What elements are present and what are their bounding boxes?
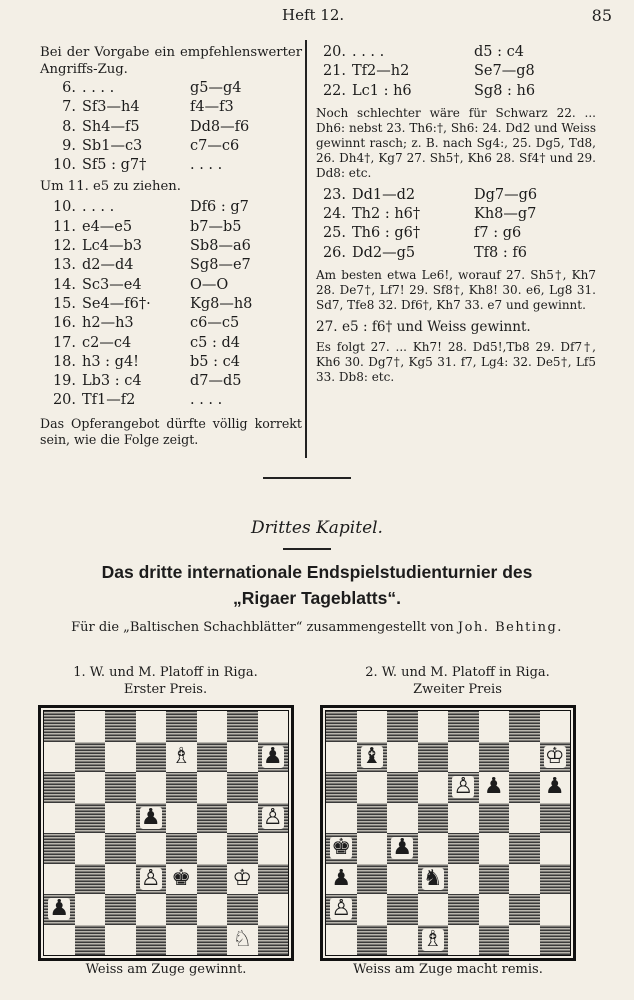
- move-number: 8.: [62, 118, 76, 135]
- black-move: Sg8—e7: [190, 257, 251, 274]
- board-square-a3: [44, 864, 75, 895]
- left-column: [40, 44, 302, 454]
- board-square-a7: [44, 742, 75, 773]
- board-square-a5: [44, 803, 75, 834]
- board-square-c7: [387, 742, 418, 773]
- move-list: [40, 199, 302, 411]
- white-move: Sf3—h4: [82, 99, 140, 116]
- move-row: [316, 225, 596, 244]
- board-square-e4: [448, 833, 479, 864]
- board-square-d4: [418, 833, 449, 864]
- board-square-h3: [540, 864, 571, 895]
- black-move: g5—g4: [190, 80, 242, 96]
- move-row: [40, 99, 302, 118]
- board-square-f6: [197, 772, 228, 803]
- problem-stipulation: Weiss am Zuge macht remis.: [353, 962, 543, 977]
- black-move: d5 : c4: [474, 44, 524, 60]
- board-square-d8: [418, 711, 449, 742]
- board-square-c5: [105, 803, 136, 834]
- board-square-e6: [166, 772, 197, 803]
- board-square-c6: [387, 772, 418, 803]
- board-square-f1: [197, 925, 228, 956]
- board-square-b2: [75, 894, 106, 925]
- move-row: [40, 119, 302, 138]
- move-number: 18.: [52, 353, 76, 370]
- board-square-a2: [326, 894, 357, 925]
- board-square-g6: [509, 772, 540, 803]
- move-number: 20.: [322, 44, 346, 60]
- intro-text: Bei der Vorgabe ein empfehlenswerter Angriffs-Zug.: [40, 45, 302, 77]
- board-square-e7: [166, 742, 197, 773]
- white-move: Sb1—c3: [82, 137, 143, 154]
- white-move: . . . .: [82, 199, 115, 216]
- black-move: b7—b5: [190, 218, 242, 235]
- page-header: [0, 6, 634, 28]
- board-square-e1: [448, 925, 479, 956]
- chess-piece: ♗: [422, 926, 443, 952]
- move-row: [40, 354, 302, 373]
- move-row: [40, 138, 302, 157]
- board-square-b6: [357, 772, 388, 803]
- board-square-b4: [75, 833, 106, 864]
- white-move: Dd2—g5: [352, 244, 416, 261]
- board-square-g3: [509, 864, 540, 895]
- board-square-e7: [448, 742, 479, 773]
- move-number: 20.: [52, 392, 76, 409]
- board-square-b1: [357, 925, 388, 956]
- chess-piece: ♟: [140, 804, 161, 830]
- board-square-h1: [258, 925, 289, 956]
- white-move: Lb3 : c4: [82, 373, 142, 390]
- black-move: Tf8 : f6: [474, 244, 527, 261]
- board-square-d4: [136, 833, 167, 864]
- board-square-d5: [136, 803, 167, 834]
- move-number: 14.: [52, 276, 76, 293]
- problem-caption: [310, 664, 605, 698]
- problem-caption: [28, 664, 303, 698]
- move-list: [40, 80, 302, 176]
- move-number: 21.: [322, 63, 346, 80]
- black-move: f7 : g6: [474, 225, 522, 242]
- chapter-heading: Drittes Kapitel.: [251, 518, 383, 538]
- board-square-c1: [105, 925, 136, 956]
- move-row: [40, 277, 302, 296]
- move-number: 7.: [62, 99, 76, 116]
- board-square-a1: [326, 925, 357, 956]
- white-move: c2—c4: [82, 334, 132, 351]
- board-square-c7: [105, 742, 136, 773]
- chess-piece: ♟: [262, 743, 283, 769]
- board-square-d2: [136, 894, 167, 925]
- move-row: [40, 238, 302, 257]
- black-move: Sb8—a6: [190, 238, 251, 255]
- board-square-b8: [357, 711, 388, 742]
- board-square-c4: [387, 833, 418, 864]
- board-square-a3: [326, 864, 357, 895]
- white-move: Se4—f6†·: [82, 295, 151, 312]
- move-row: [40, 296, 302, 315]
- black-move: f4—f3: [190, 99, 234, 116]
- move-row: [40, 80, 302, 99]
- board-square-d5: [418, 803, 449, 834]
- board-square-b2: [357, 894, 388, 925]
- board-square-d2: [418, 894, 449, 925]
- board-square-b6: [75, 772, 106, 803]
- board-square-b3: [357, 864, 388, 895]
- board-square-a6: [44, 772, 75, 803]
- move-row: [40, 392, 302, 411]
- board-square-g8: [509, 711, 540, 742]
- move-number: 26.: [322, 244, 346, 261]
- white-move: h3 : g4!: [82, 353, 140, 370]
- move-number: 22.: [322, 82, 346, 99]
- black-move: O—O: [190, 276, 229, 293]
- chess-piece: ♙: [262, 804, 283, 830]
- problem-prize: Erster Preis.: [123, 682, 208, 697]
- board-square-f4: [197, 833, 228, 864]
- board-square-b5: [357, 803, 388, 834]
- page-number: 85: [591, 6, 612, 25]
- move-row: [316, 206, 596, 225]
- chess-diagram-1: [38, 705, 294, 961]
- white-move: . . . .: [352, 44, 385, 60]
- subtitle-text: Für die „Baltischen Schachblätter“ zusammengestellt von: [71, 620, 454, 635]
- board-square-a4: [44, 833, 75, 864]
- board-square-f8: [479, 711, 510, 742]
- white-move: h2—h3: [82, 315, 134, 332]
- chess-piece: ♟: [49, 896, 70, 922]
- board-square-e8: [166, 711, 197, 742]
- move-row: [316, 83, 596, 102]
- move-number: 6.: [62, 80, 76, 96]
- section-title: Das dritte internationale Endspielstudienturnier des: [101, 562, 533, 582]
- board-square-h8: [540, 711, 571, 742]
- section-title-line2: „Rigaer Tageblatts“.: [233, 588, 401, 608]
- chess-piece: ♞: [422, 865, 443, 891]
- board-square-f5: [197, 803, 228, 834]
- chess-piece: ♟: [544, 774, 565, 800]
- board-square-e5: [448, 803, 479, 834]
- board-square-c2: [387, 894, 418, 925]
- board-square-b5: [75, 803, 106, 834]
- board-square-f2: [479, 894, 510, 925]
- board-square-a2: [44, 894, 75, 925]
- annotation-note: Noch schlechter wäre für Schwarz 22. ... Dh6: nebst 23. Th6:†, Sh6: 24. Dd2 und Weiss gewinnt rasch; z. B. nach Sg4:, 25. Dg5, Td8, 26. Dh4†, Kg7 27. Sh5†, Kh6 28. Sf4† und 29. Dd8: etc.: [316, 105, 596, 180]
- black-move: Kh8—g7: [474, 206, 537, 223]
- move-number: 15.: [52, 295, 76, 312]
- chess-piece: ♔: [232, 865, 253, 891]
- black-move: Se7—g8: [474, 63, 535, 80]
- board-square-d3: [418, 864, 449, 895]
- move-number: 24.: [322, 206, 346, 223]
- move-row: [40, 315, 302, 334]
- board-square-d1: [418, 925, 449, 956]
- chess-piece: ♙: [331, 896, 352, 922]
- chess-piece: ♝: [361, 743, 382, 769]
- white-move: Tf1—f2: [82, 392, 136, 409]
- move-list: [316, 44, 596, 102]
- board-square-g7: [227, 742, 258, 773]
- board-square-c3: [387, 864, 418, 895]
- chess-piece: ♙: [453, 774, 474, 800]
- board-square-h1: [540, 925, 571, 956]
- move-row: [316, 187, 596, 206]
- board-square-d3: [136, 864, 167, 895]
- board-square-g1: [509, 925, 540, 956]
- chess-piece: ♟: [392, 835, 413, 861]
- board-square-f8: [197, 711, 228, 742]
- chess-piece: ♘: [232, 926, 253, 952]
- black-move: Df6 : g7: [190, 199, 249, 216]
- chess-piece: ♔: [544, 743, 565, 769]
- chess-piece: ♚: [331, 835, 352, 861]
- heading-rule: [283, 548, 331, 550]
- move-number: 9.: [62, 137, 76, 154]
- white-move: d2—d4: [82, 257, 134, 274]
- section-subtitle: [0, 620, 634, 635]
- board-square-a8: [44, 711, 75, 742]
- white-move: Th6 : g6†: [352, 225, 421, 242]
- board-square-d6: [418, 772, 449, 803]
- black-move: . . . .: [190, 392, 223, 409]
- board-square-a1: [44, 925, 75, 956]
- board-square-c2: [105, 894, 136, 925]
- move-number: 23.: [322, 186, 346, 203]
- board-square-e1: [166, 925, 197, 956]
- board-square-h8: [258, 711, 289, 742]
- chess-piece: ♚: [171, 865, 192, 891]
- white-move: . . . .: [82, 80, 115, 96]
- column-divider: [305, 40, 307, 458]
- board-square-g5: [227, 803, 258, 834]
- move-row: [40, 335, 302, 354]
- problem-prize: Zweiter Preis: [413, 682, 502, 697]
- problem-authors: 1. W. und M. Platoff in Riga.: [73, 665, 258, 680]
- issue-label: Heft 12.: [282, 6, 345, 24]
- move-row: [40, 373, 302, 392]
- board-square-f3: [197, 864, 228, 895]
- board-square-a4: [326, 833, 357, 864]
- board-square-h6: [540, 772, 571, 803]
- move-number: 13.: [52, 257, 76, 274]
- board-square-f7: [479, 742, 510, 773]
- move-row: [40, 219, 302, 238]
- board-square-a8: [326, 711, 357, 742]
- chess-diagram-2: [320, 705, 576, 961]
- board-square-h5: [258, 803, 289, 834]
- board-square-b4: [357, 833, 388, 864]
- board-square-h5: [540, 803, 571, 834]
- move-list: [316, 187, 596, 264]
- board-square-h2: [540, 894, 571, 925]
- black-move: b5 : c4: [190, 353, 240, 370]
- board-square-d6: [136, 772, 167, 803]
- board-square-d7: [418, 742, 449, 773]
- board-square-c4: [105, 833, 136, 864]
- board-square-h7: [258, 742, 289, 773]
- white-move: Lc4—b3: [82, 238, 142, 255]
- variation-note: Um 11. e5 zu ziehen.: [40, 179, 181, 195]
- board-square-e5: [166, 803, 197, 834]
- board-square-h2: [258, 894, 289, 925]
- board-square-e3: [448, 864, 479, 895]
- board-square-a6: [326, 772, 357, 803]
- board-square-g5: [509, 803, 540, 834]
- annotation-note: Am besten etwa Le6!, worauf 27. Sh5†, Kh7 28. De7†, Lf7! 29. Sf8†, Kh8! 30. e6, Lg8 31. Sd7, Tfe8 32. Df6†, Kh7 33. e7 und gewinnt.: [316, 268, 596, 313]
- board-square-h7: [540, 742, 571, 773]
- board-square-b8: [75, 711, 106, 742]
- board-square-d1: [136, 925, 167, 956]
- board-square-f5: [479, 803, 510, 834]
- chess-piece: ♟: [331, 865, 352, 891]
- move-row: [316, 63, 596, 82]
- board-square-c3: [105, 864, 136, 895]
- board-square-h3: [258, 864, 289, 895]
- board-square-g2: [509, 894, 540, 925]
- board-square-a7: [326, 742, 357, 773]
- move-number: 10.: [52, 157, 76, 174]
- chess-piece: ♟: [483, 774, 504, 800]
- board-square-c8: [387, 711, 418, 742]
- board-square-c8: [105, 711, 136, 742]
- move-number: 19.: [52, 373, 76, 390]
- board-square-g8: [227, 711, 258, 742]
- board-square-h4: [258, 833, 289, 864]
- chess-piece: ♙: [140, 865, 161, 891]
- move-number: 25.: [322, 225, 346, 242]
- move-number: 11.: [52, 218, 76, 235]
- board-square-f2: [197, 894, 228, 925]
- board-square-b3: [75, 864, 106, 895]
- annotation-note: Es folgt 27. ... Kh7! 28. Dd5!,Tb8 29. Df7†, Kh6 30. Dg7†, Kg5 31. f7, Lg4: 32. De5†, Lf5 33. Db8: etc.: [316, 340, 596, 385]
- board-square-g3: [227, 864, 258, 895]
- author-name: Joh. Behting.: [457, 620, 563, 635]
- board-square-g4: [509, 833, 540, 864]
- black-move: Kg8—h8: [190, 295, 253, 312]
- board-square-g7: [509, 742, 540, 773]
- move-number: 12.: [52, 238, 76, 255]
- white-move: Th2 : h6†: [352, 206, 421, 223]
- final-move: 27. e5 : f6† und Weiss gewinnt.: [316, 319, 531, 336]
- board-square-e2: [166, 894, 197, 925]
- board-square-e6: [448, 772, 479, 803]
- section-rule: [263, 477, 351, 479]
- black-move: c6—c5: [190, 315, 240, 332]
- board-square-c6: [105, 772, 136, 803]
- white-move: e4—e5: [82, 218, 133, 235]
- move-row: [40, 257, 302, 276]
- board-square-f7: [197, 742, 228, 773]
- board-square-g6: [227, 772, 258, 803]
- board-square-f1: [479, 925, 510, 956]
- black-move: Sg8 : h6: [474, 82, 536, 99]
- chess-piece: ♗: [171, 743, 192, 769]
- move-number: 16.: [52, 315, 76, 332]
- problem-authors: 2. W. und M. Platoff in Riga.: [365, 665, 550, 680]
- board-square-c1: [387, 925, 418, 956]
- move-row: [40, 157, 302, 176]
- white-move: Tf2—h2: [352, 63, 410, 80]
- board-square-c5: [387, 803, 418, 834]
- board-square-b7: [75, 742, 106, 773]
- board-square-e2: [448, 894, 479, 925]
- black-move: d7—d5: [190, 373, 242, 390]
- board-square-e8: [448, 711, 479, 742]
- board-square-e4: [166, 833, 197, 864]
- white-move: Sc3—e4: [82, 276, 142, 293]
- black-move: c5 : d4: [190, 334, 240, 351]
- board-square-h4: [540, 833, 571, 864]
- white-move: Sh4—f5: [82, 118, 140, 135]
- move-number: 10.: [52, 199, 76, 216]
- closing-note: Das Opferangebot dürfte völlig korrekt sein, wie die Folge zeigt.: [40, 415, 302, 447]
- board-square-d8: [136, 711, 167, 742]
- move-number: 17.: [52, 334, 76, 351]
- black-move: . . . .: [190, 157, 223, 174]
- white-move: Sf5 : g7†: [82, 157, 147, 174]
- black-move: c7—c6: [190, 137, 240, 154]
- board-square-g2: [227, 894, 258, 925]
- black-move: Dg7—g6: [474, 186, 538, 203]
- board-square-g4: [227, 833, 258, 864]
- board-square-a5: [326, 803, 357, 834]
- move-row: [40, 199, 302, 218]
- white-move: Lc1 : h6: [352, 82, 412, 99]
- board-square-f3: [479, 864, 510, 895]
- move-row: [316, 44, 596, 63]
- board-square-e3: [166, 864, 197, 895]
- move-row: [316, 245, 596, 264]
- problem-stipulation: Weiss am Zuge gewinnt.: [85, 962, 247, 977]
- board-square-d7: [136, 742, 167, 773]
- board-square-h6: [258, 772, 289, 803]
- board-square-b7: [357, 742, 388, 773]
- board-square-g1: [227, 925, 258, 956]
- white-move: Dd1—d2: [352, 186, 416, 203]
- black-move: Dd8—f6: [190, 118, 250, 135]
- board-square-f6: [479, 772, 510, 803]
- board-square-b1: [75, 925, 106, 956]
- board-square-f4: [479, 833, 510, 864]
- right-column: [316, 44, 596, 391]
